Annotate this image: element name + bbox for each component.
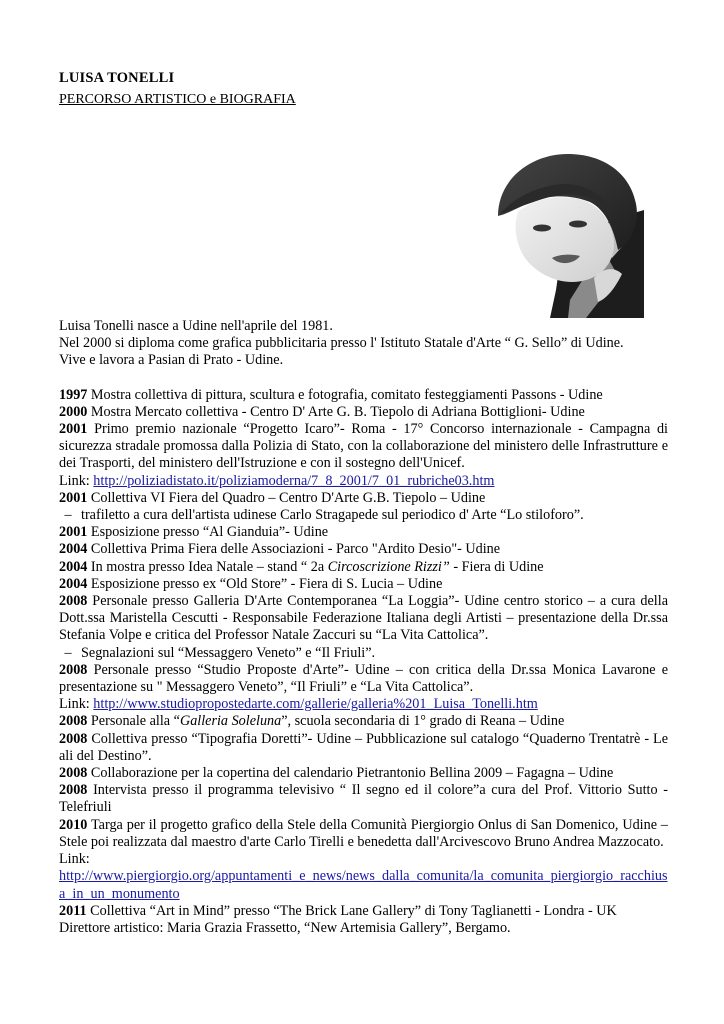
spacer xyxy=(59,370,668,387)
entry-text: Intervista presso il programma televisivo “ Il segno ed il colore”a cura del Prof. Vittorio Sutto - Telefriuli xyxy=(59,782,668,816)
entry-text: Collettiva Prima Fiera delle Associazioni - Parco "Ardito Desio"- Udine xyxy=(87,541,501,558)
timeline-entry xyxy=(59,541,668,558)
entry-year: 2011 xyxy=(59,902,87,919)
polizia-link[interactable]: http://poliziadistato.it/poliziamoderna/7_8_2001/7_01_rubriche03.htm xyxy=(93,472,495,489)
entry-year: 2008 xyxy=(59,765,88,782)
entry-year: 2001 xyxy=(59,421,88,438)
entry-year: 1997 xyxy=(59,386,88,403)
timeline-entry xyxy=(59,903,668,920)
entry-italic-text: Circoscrizione Rizzi” xyxy=(327,558,450,575)
bio-line: Nel 2000 si diploma come grafica pubblicitaria presso l' Istituto Statale d'Arte “ G. Sello” di Udine. xyxy=(59,335,624,352)
timeline-entry xyxy=(59,559,668,576)
timeline-entry xyxy=(59,576,668,593)
link-label-line: Link: xyxy=(59,851,90,868)
entry-text: Personale presso “Studio Proposte d'Arte”- Udine – con critica della Dr.ssa Monica Lavarone e presentazione su " Messaggero Veneto”, “Il Friuli” e “La Vita Cattolica”. xyxy=(59,661,668,696)
bio-line: Vive e lavora a Pasian di Prato - Udine. xyxy=(59,352,284,369)
entry-text: Mostra collettiva di pittura, scultura e fotografia, comitato festeggiamenti Passons - Udine xyxy=(87,386,603,403)
entry-text: In mostra presso Idea Natale – stand “ 2a xyxy=(87,558,328,575)
link-line xyxy=(59,696,668,713)
dash-item xyxy=(59,507,668,524)
timeline-entry xyxy=(59,765,668,782)
piergiorgio-link[interactable]: http://www.piergiorgio.org/appuntamenti_e_news/news_dalla_comunita/la_comunita_piergiorgio_racchiusa_in_un_monumento xyxy=(59,868,668,902)
entry-text: Segnalazioni sul “Messaggero Veneto” e “Il Friuli”. xyxy=(81,644,376,661)
timeline-entry xyxy=(59,713,668,730)
dash-bullet: – xyxy=(64,644,72,661)
entry-year: 2008 xyxy=(59,661,88,678)
timeline-entry xyxy=(59,524,668,541)
entry-text: Collettiva VI Fiera del Quadro – Centro D'Arte G.B. Tiepolo – Udine xyxy=(87,489,486,506)
entry-text: Personale alla “ xyxy=(87,713,180,730)
entry-year: 2004 xyxy=(59,558,88,575)
timeline-entry xyxy=(59,782,668,816)
entry-year: 2008 xyxy=(59,593,88,610)
timeline-entry-continuation: Direttore artistico: Maria Grazia Frassetto, “New Artemisia Gallery”, Bergamo. xyxy=(59,919,511,936)
entry-italic-text: Galleria Soleluna xyxy=(179,713,282,730)
timeline-entry xyxy=(59,404,668,421)
entry-year: 2001 xyxy=(59,489,88,506)
entry-text: Targa per il progetto grafico della Stele della Comunità Piergiorgio Onlus di San Domenico, Udine – Stele poi realizzata dal maestro d'arte Carlo Tirelli e benedetta dall'Arcivescovo Bruno Andrea Mazzocato. xyxy=(59,816,668,850)
entry-text: Collettiva presso “Tipografia Doretti”- Udine – Pubblicazione sul catalogo “Quaderno Trentatrè - Le ali del Destino”. xyxy=(59,730,668,764)
entry-year: 2004 xyxy=(59,541,88,558)
bio-line: Luisa Tonelli nasce a Udine nell'aprile del 1981. xyxy=(59,318,333,334)
entry-text: Esposizione presso ex “Old Store” - Fiera di S. Lucia – Udine xyxy=(87,575,443,592)
portrait-photo xyxy=(490,150,644,318)
entry-text: Collaborazione per la copertina del calendario Pietrantonio Bellina 2009 – Fagagna – Udine xyxy=(87,765,614,782)
dash-item xyxy=(59,645,668,662)
entry-text: Primo premio nazionale “Progetto Icaro”- Roma - 17° Concorso internazionale - Campagna di sicurezza stradale promossa dalla Polizia di Stato, con la collaborazione del ministero delle Infrastrutture e dei Trasporti, del ministero dell'Istruzione e con il sostegno dell'Unicef. xyxy=(59,421,668,472)
entry-text: Mostra Mercato collettiva - Centro D' Arte G. B. Tiepolo di Adriana Bottiglioni- Udine xyxy=(87,403,585,420)
entry-text: - Fiera di Udine xyxy=(449,558,544,575)
entry-text: trafiletto a cura dell'artista udinese Carlo Stragapede sul periodico d' Arte “Lo stiloforo”. xyxy=(81,507,584,524)
link-label: Link: xyxy=(59,696,94,713)
timeline-entry xyxy=(59,817,668,851)
timeline-entry xyxy=(59,593,668,645)
entry-year: 2001 xyxy=(59,524,88,541)
studio-proposte-link[interactable]: http://www.studiopropostedarte.com/gallerie/galleria%201_Luisa_Tonelli.htm xyxy=(93,696,538,713)
entry-text: Collettiva “Art in Mind” presso “The Brick Lane Gallery” di Tony Taglianetti - Londra - UK xyxy=(86,902,617,919)
entry-text: Personale presso Galleria D'Arte Contemporanea “La Loggia”- Udine centro storico – a cura della Dott.ssa Maristella Cescutti - Responsabile Federazione Italiana degli Artisti – presentazione della Dr.ssa Stefania Volpe e critica del Professor Natale Zaccuri su “La Vita Cattolica”. xyxy=(59,593,668,644)
page-subtitle: PERCORSO ARTISTICO e BIOGRAFIA xyxy=(59,92,296,107)
page-title: LUISA TONELLI xyxy=(59,70,175,86)
link-line xyxy=(59,473,668,490)
entry-year: 2008 xyxy=(59,782,88,799)
dash-bullet: – xyxy=(64,507,72,524)
timeline-entry xyxy=(59,731,668,765)
link-line xyxy=(59,868,668,902)
entry-year: 2000 xyxy=(59,403,88,420)
entry-text: Esposizione presso “Al Gianduia”- Udine xyxy=(87,524,329,541)
timeline-entry xyxy=(59,490,668,507)
entry-text: ”, scuola secondaria di 1° grado di Reana – Udine xyxy=(281,713,565,730)
timeline-entry xyxy=(59,387,668,404)
timeline-entry xyxy=(59,421,668,473)
entry-year: 2008 xyxy=(59,713,88,730)
biography-content xyxy=(59,318,668,937)
timeline-entry xyxy=(59,662,668,696)
link-label: Link: xyxy=(59,472,94,489)
entry-year: 2008 xyxy=(59,730,88,747)
entry-year: 2004 xyxy=(59,575,88,592)
entry-year: 2010 xyxy=(59,816,88,833)
